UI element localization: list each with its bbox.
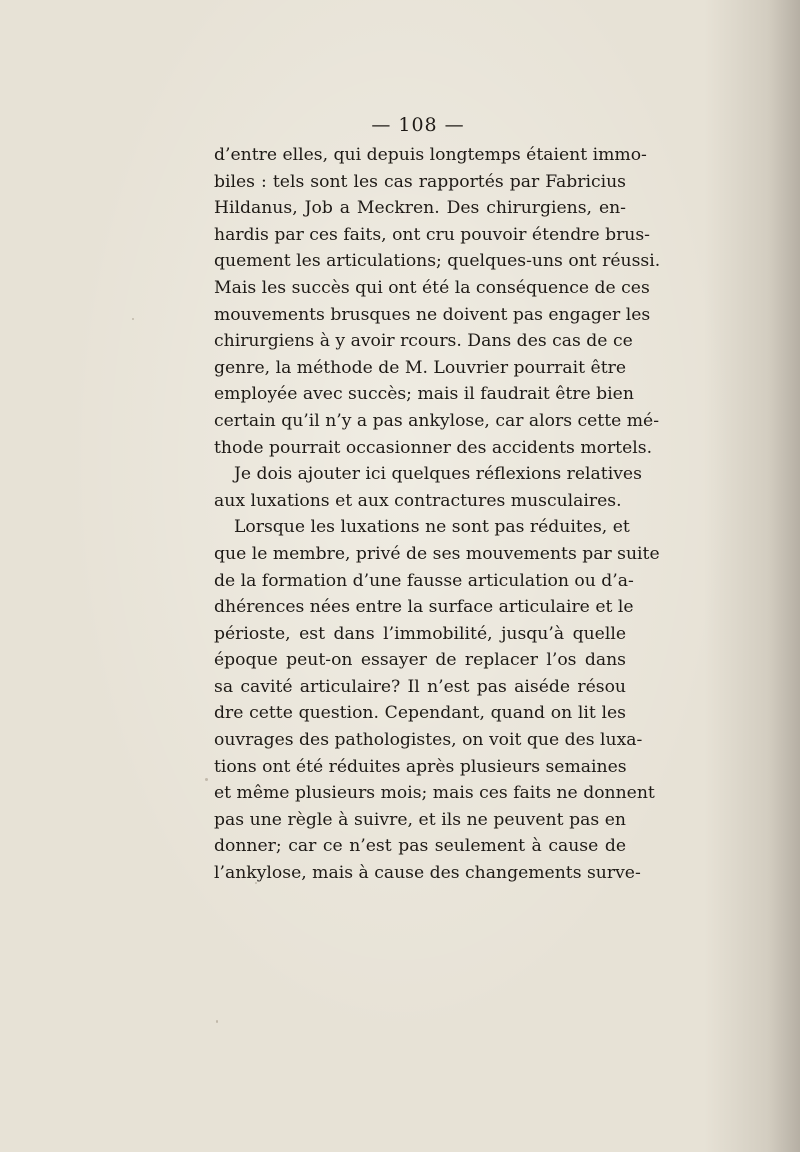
text-line: sa cavité articulaire? Il n’est pas aiséde résou xyxy=(214,676,626,697)
text-line: genre, la méthode de M. Louvrier pourrait être xyxy=(214,357,626,378)
text-line: Hildanus, Job a Meckren. Des chirurgiens, en- xyxy=(214,198,626,219)
text-line: certain qu’il n’y a pas ankylose, car alors cette mé- xyxy=(214,410,660,431)
text-line: que le membre, privé de ses mouvements par suite xyxy=(214,543,660,564)
body-text xyxy=(214,142,661,887)
text-line: tions ont été réduites après plusieurs semaines xyxy=(214,756,627,777)
text-line: mouvements brusques ne doivent pas engager les xyxy=(214,304,651,325)
text-line: dhérences nées entre la surface articulaire et le xyxy=(214,597,634,618)
text-line: aux luxations et aux contractures musculaires. xyxy=(214,490,622,511)
text-line: l’ankylose, mais à cause des changements surve- xyxy=(214,863,641,884)
text-line: donner; car ce n’est pas seulement à cause de xyxy=(214,836,626,857)
text-line: époque peut-on essayer de replacer l’os dans xyxy=(214,650,626,671)
text-line: biles : tels sont les cas rapportés par Fabricius xyxy=(214,171,626,192)
text-line: hardis par ces faits, ont cru pouvoir étendre brus- xyxy=(214,224,650,245)
text-line: d’entre elles, qui depuis longtemps étaient immo- xyxy=(214,145,647,165)
text-line: thode pourrait occasionner des accidents mortels. xyxy=(214,437,653,458)
paper-spot xyxy=(132,318,134,320)
text-line: pas une règle à suivre, et ils ne peuvent pas en xyxy=(214,809,626,830)
text-line: quement les articulations; quelques-uns ont réussi. xyxy=(214,251,661,272)
paper-spot xyxy=(205,778,208,781)
text-line: Je dois ajouter ici quelques réflexions relatives xyxy=(234,464,642,485)
text-line: Lorsque les luxations ne sont pas réduites, et xyxy=(234,517,630,538)
text-line: dre cette question. Cependant, quand on lit les xyxy=(214,703,626,724)
text-line: employée avec succès; mais il faudrait être bien xyxy=(214,384,634,405)
text-line: périoste, est dans l’immobilité, jusqu’à quelle xyxy=(214,623,626,644)
text-line: ouvrages des pathologistes, on voit que des luxa- xyxy=(214,730,643,751)
text-line: Mais les succès qui ont été la conséquence de ces xyxy=(214,277,650,298)
text-line: et même plusieurs mois; mais ces faits ne donnent xyxy=(214,783,655,804)
paper-spot xyxy=(216,1020,218,1023)
text-line: chirurgiens à y avoir rcours. Dans des cas de ce xyxy=(214,331,633,352)
page-number: — 108 — xyxy=(371,114,465,136)
text-line: de la formation d’une fausse articulation ou d’a- xyxy=(214,570,634,591)
